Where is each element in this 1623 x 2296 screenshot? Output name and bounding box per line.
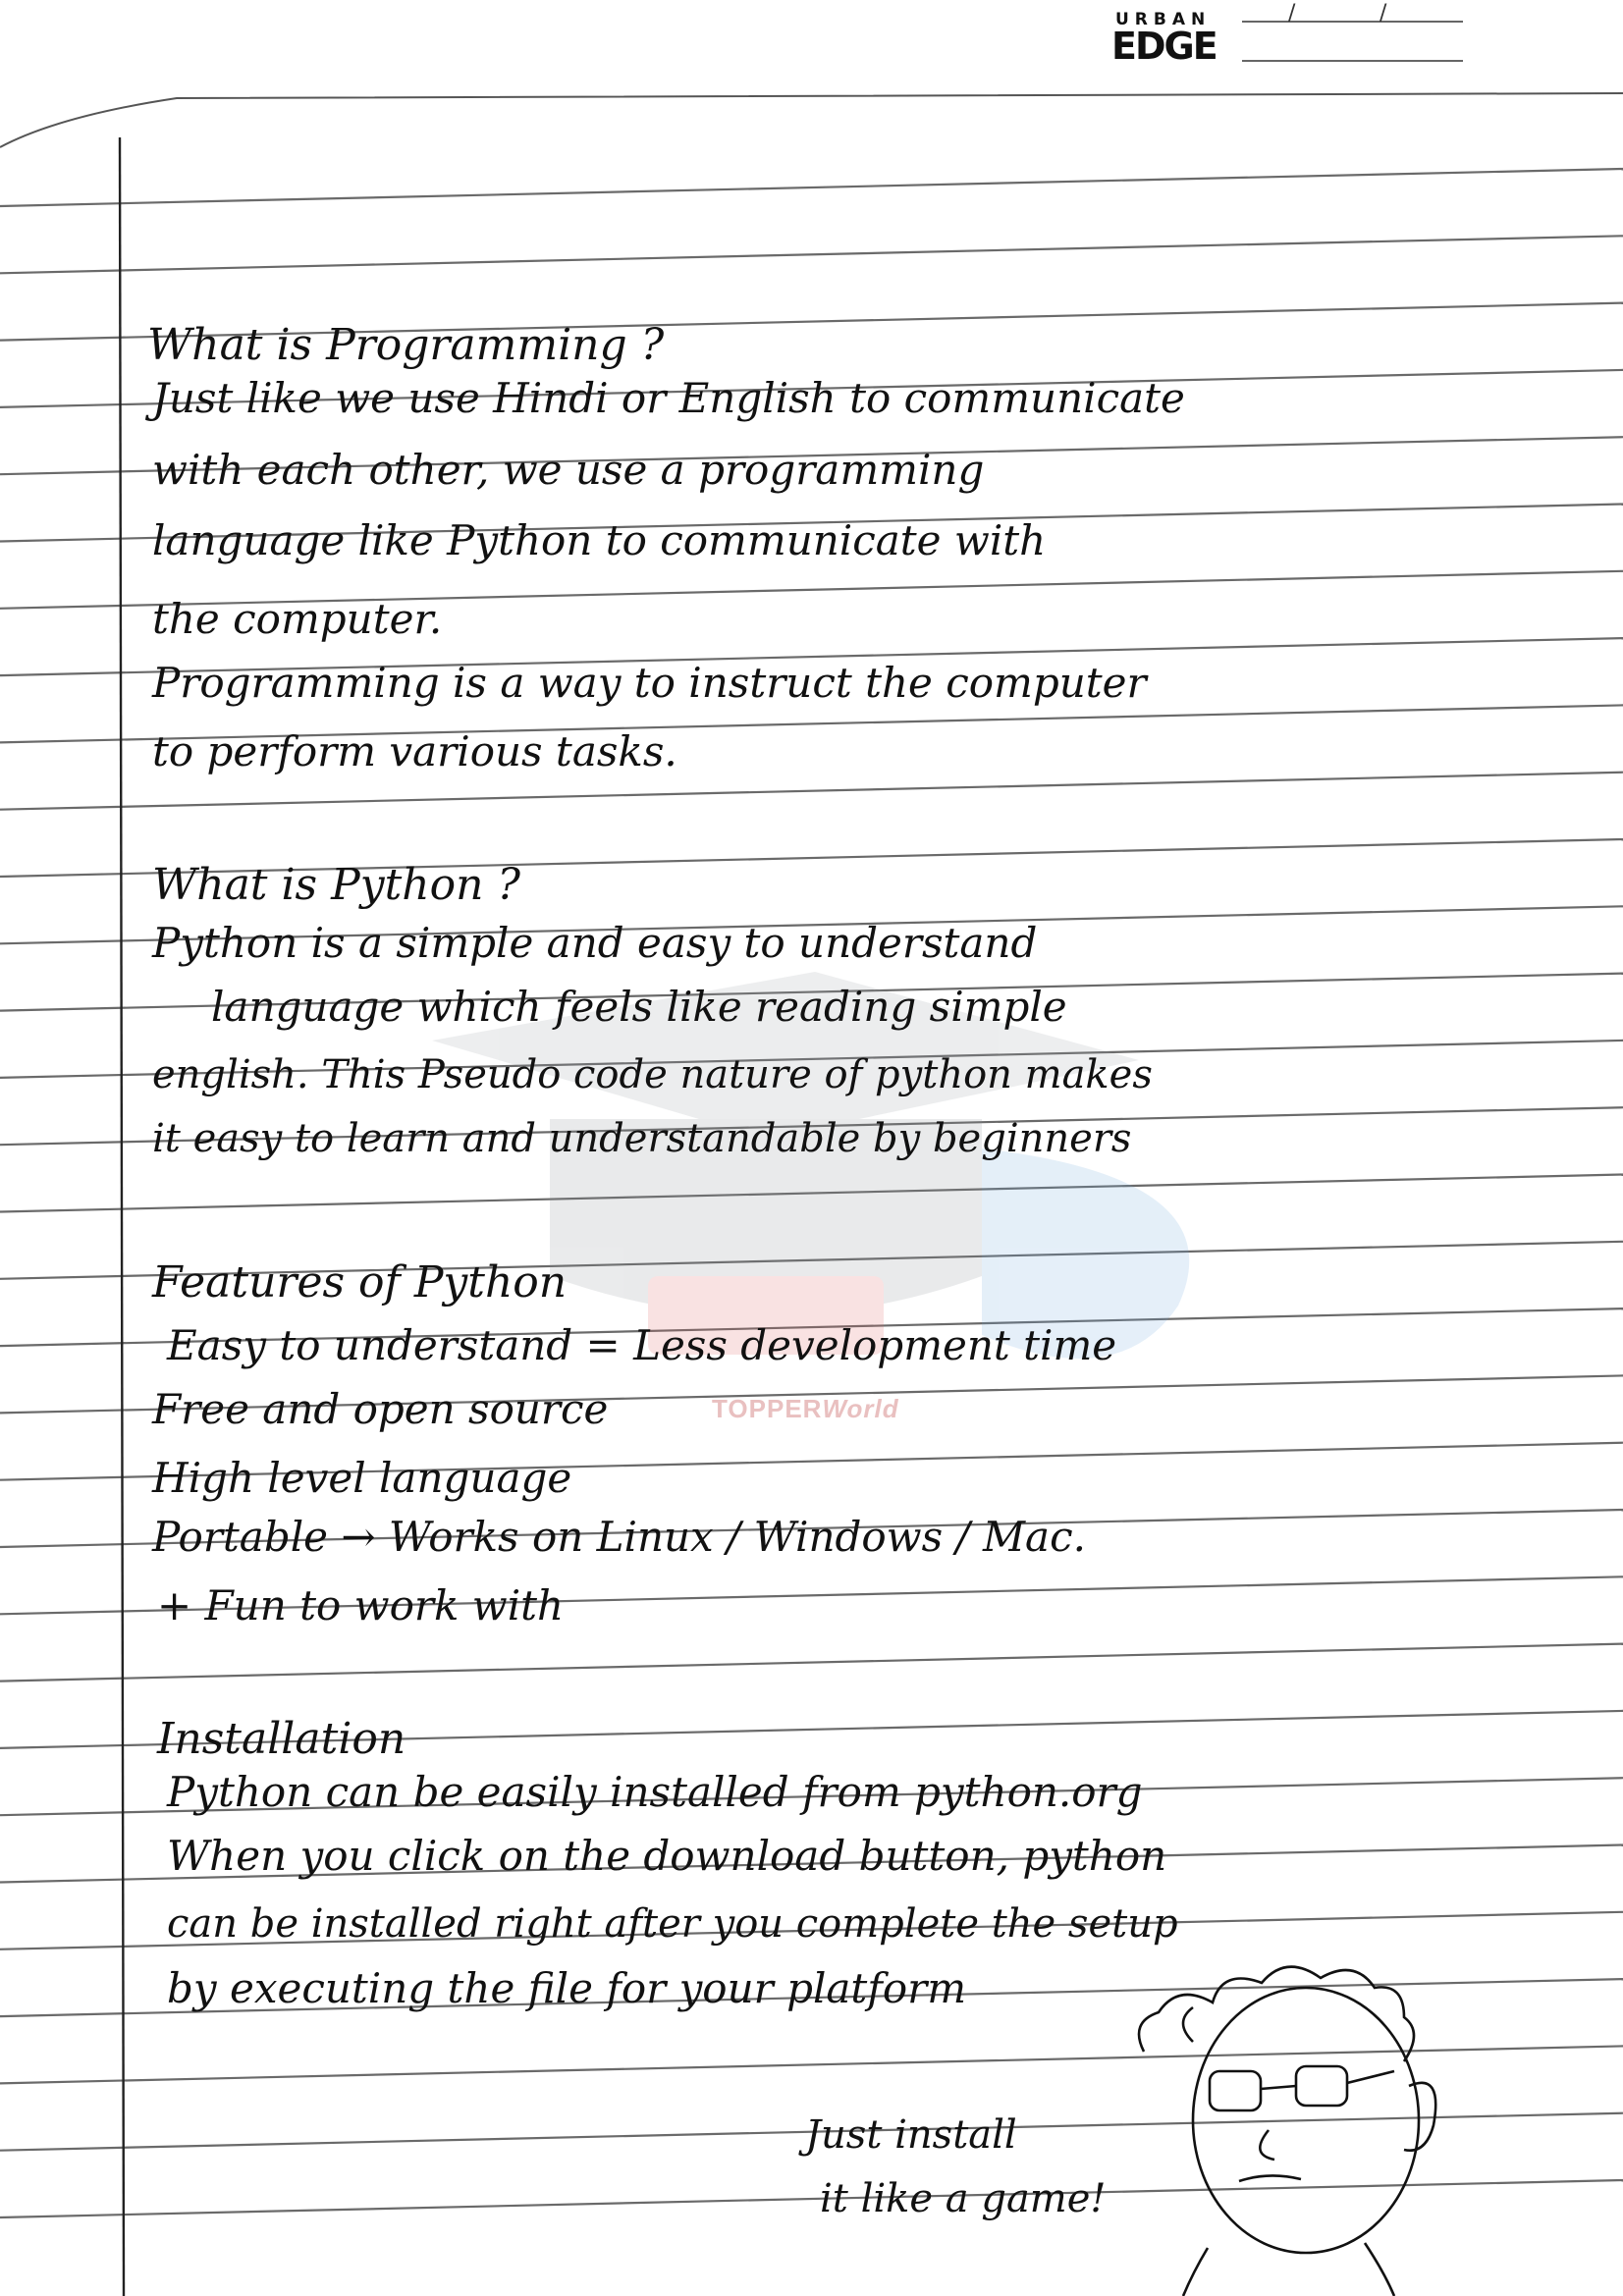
date-field <box>1276 29 1277 30</box>
margin-line <box>120 137 125 2296</box>
installation-line-3: can be installed right after you complete the setup <box>167 1901 1178 1947</box>
features-line-1: Easy to understand = Less development time <box>167 1321 1117 1369</box>
brand-top-text: URBAN <box>1115 10 1212 29</box>
programming-line-4: the computer. <box>152 595 443 643</box>
python-line-2: language which feels like reading simple <box>211 983 1067 1031</box>
top-curve <box>0 93 1623 147</box>
doodle-caption-line-1: Just install <box>805 2112 1017 2158</box>
python-line-4: it easy to learn and understandable by beginners <box>152 1116 1132 1161</box>
brand-logo <box>1111 8 1239 73</box>
features-line-2: Free and open source <box>152 1385 609 1433</box>
watermark-part-2: World <box>822 1394 899 1423</box>
ruled-line <box>0 773 1623 810</box>
heading-what-is-python: What is Python ? <box>152 860 520 910</box>
heading-features-of-python: Features of Python <box>152 1257 568 1308</box>
ruled-line <box>0 169 1623 206</box>
doodle-face <box>1139 1967 1435 2296</box>
programming-line-1: Just like we use Hindi or English to communicate <box>152 374 1185 422</box>
watermark-part-1: TOPPER <box>712 1394 823 1423</box>
watermark-text <box>712 1394 899 1424</box>
programming-line-5: Programming is a way to instruct the computer <box>152 659 1147 707</box>
installation-line-2: When you click on the download button, python <box>167 1832 1167 1880</box>
features-line-3: High level language <box>152 1454 572 1502</box>
svg-text:/: / <box>1380 1 1387 26</box>
doodle-caption-line-2: it like a game! <box>820 2176 1107 2221</box>
installation-line-1: Python can be easily installed from python.org <box>167 1768 1143 1816</box>
ruled-line <box>0 1644 1623 1682</box>
python-line-3: english. This Pseudo code nature of python makes <box>152 1052 1153 1097</box>
programming-line-6: to perform various tasks. <box>152 727 677 775</box>
programming-line-3: language like Python to communicate with <box>152 516 1047 564</box>
ruled-line <box>0 2046 1623 2083</box>
programming-line-2: with each other, we use a programming <box>152 446 985 494</box>
ruled-line <box>0 2176 1623 2221</box>
brand-bottom-text: EDGE <box>1111 25 1217 68</box>
features-line-5: + Fun to work with <box>157 1581 565 1629</box>
ruled-line <box>0 236 1623 273</box>
svg-text:/: / <box>1288 1 1296 26</box>
python-line-1: Python is a simple and easy to understand <box>152 919 1038 967</box>
features-line-4: Portable → Works on Linux / Windows / Mac. <box>152 1513 1086 1561</box>
installation-line-4: by executing the file for your platform <box>167 1964 967 2012</box>
heading-installation: Installation <box>157 1714 406 1764</box>
heading-what-is-programming: What is Programming ? <box>147 320 665 370</box>
